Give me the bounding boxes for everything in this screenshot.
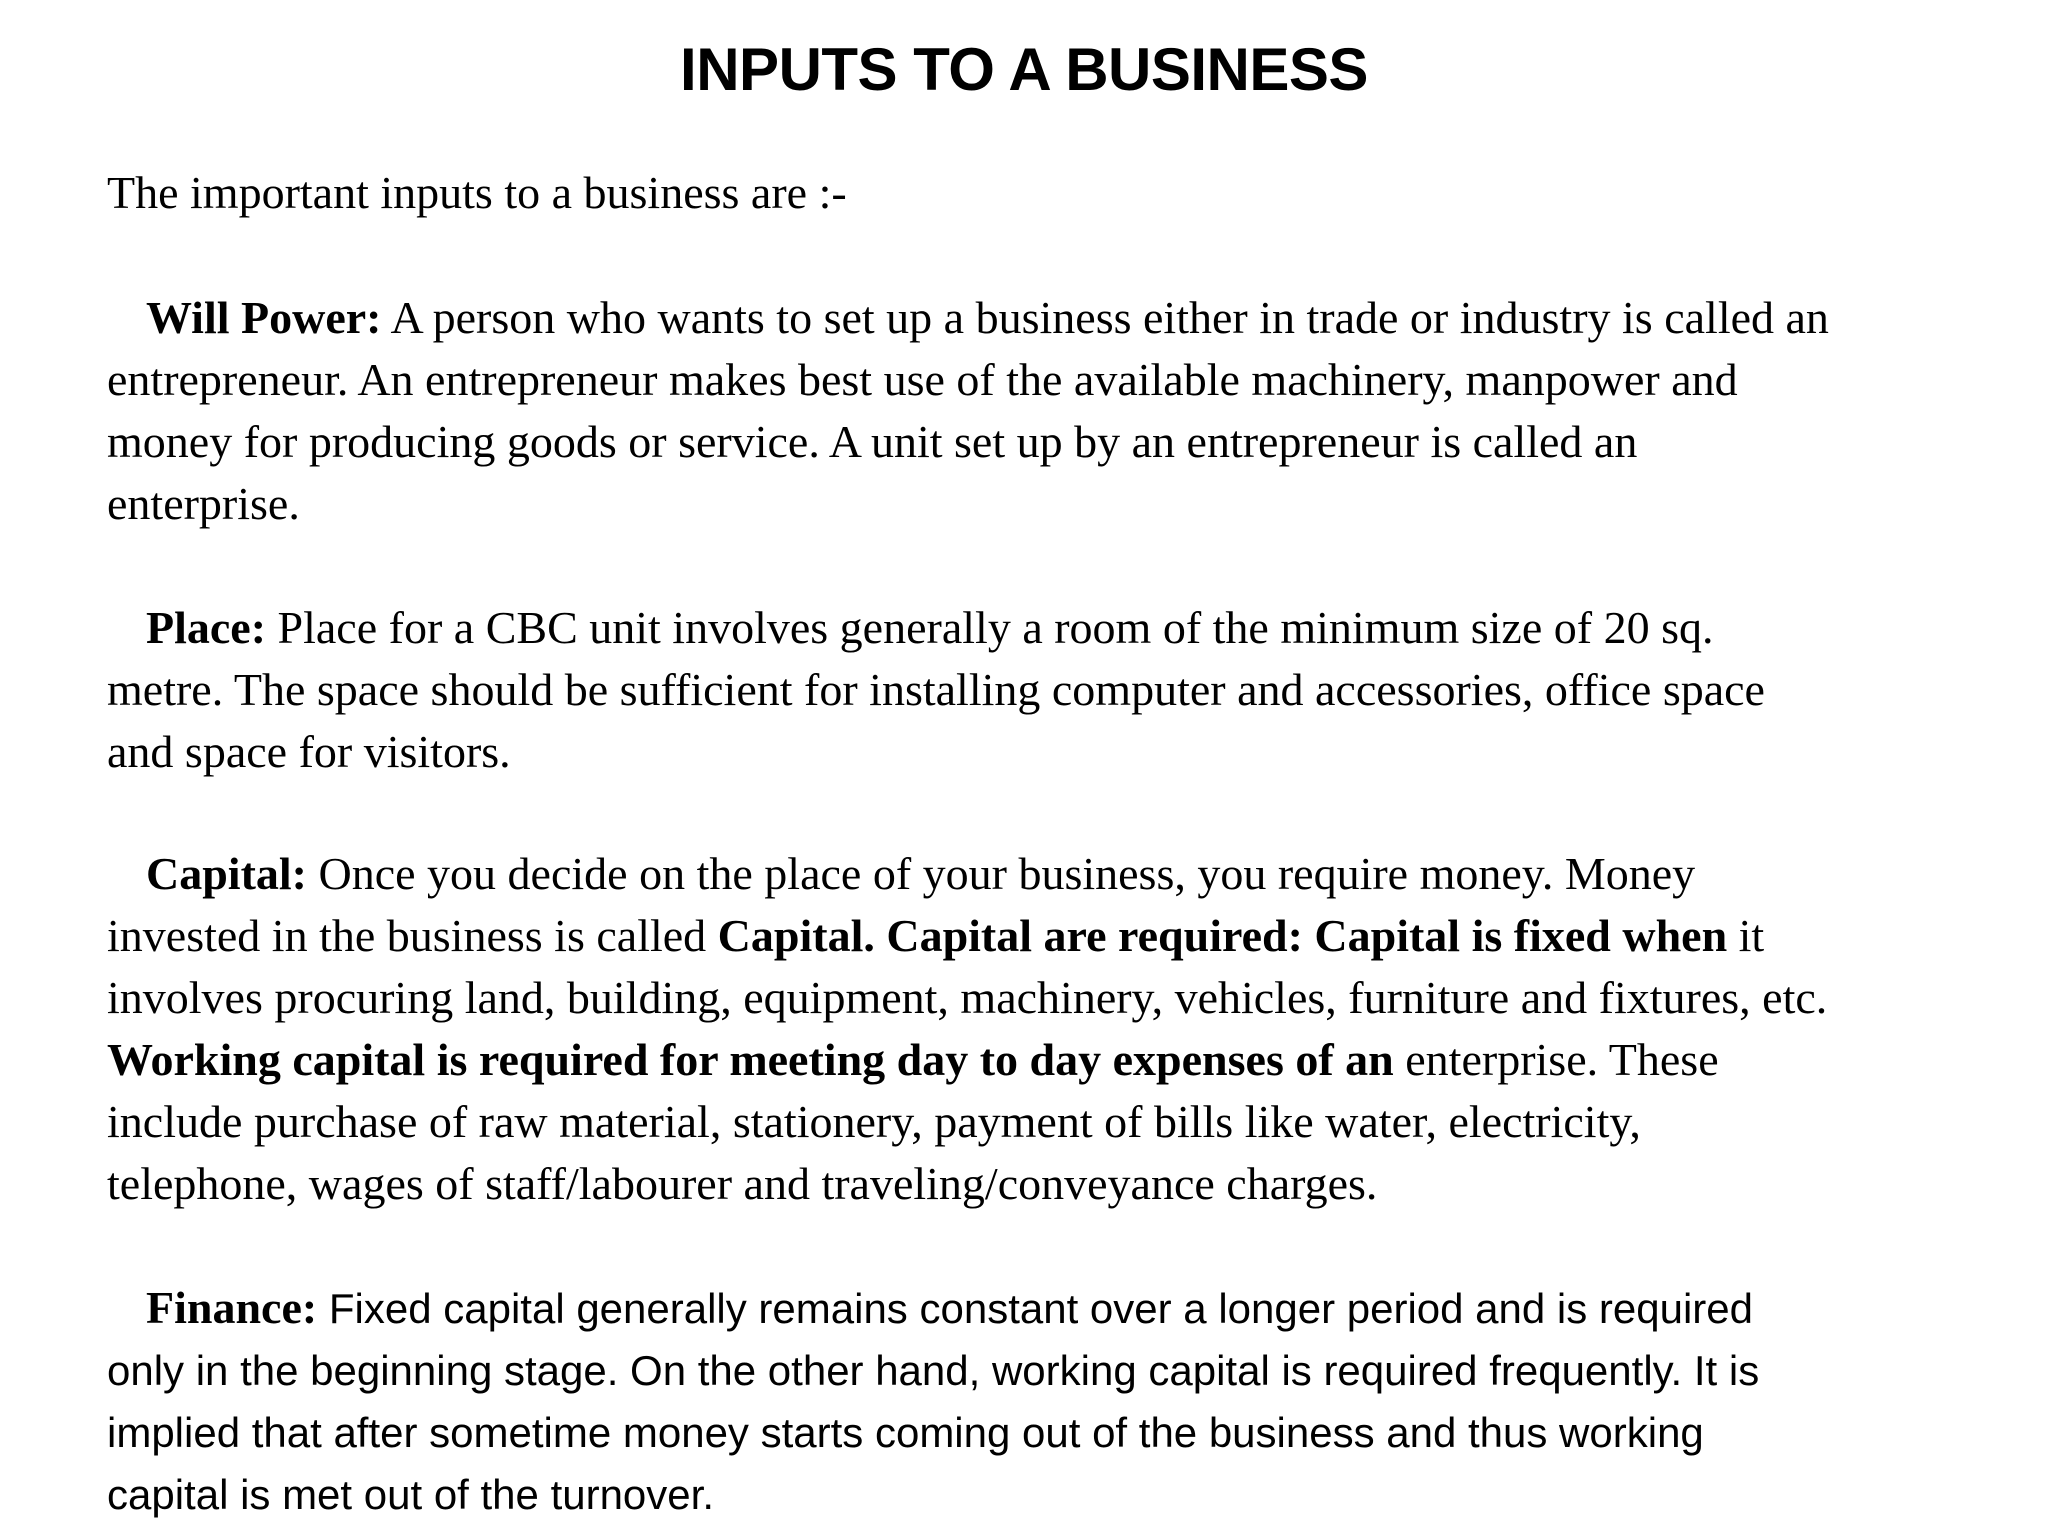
will-power-paragraph	[107, 287, 2037, 535]
finance-text: Fixed capital generally remains constant over a longer period and is required	[317, 1285, 1753, 1332]
will-power-heading: Will Power:	[146, 292, 382, 343]
capital-line-3: involves procuring land, building, equipment, machinery, vehicles, furniture and fixtures, etc.	[107, 972, 1828, 1023]
will-power-line-4: enterprise.	[107, 478, 300, 529]
place-paragraph	[107, 597, 2037, 783]
finance-line-1	[107, 1277, 2037, 1340]
place-text: Place for a CBC unit involves generally a room of the minimum size of 20 sq.	[266, 602, 1714, 653]
capital-text-1: Once you decide on the place of your business, you require money. Money	[307, 848, 1696, 899]
capital-text-2a: invested in the business is called	[107, 910, 718, 961]
finance-line-4: capital is met out of the turnover.	[107, 1471, 714, 1518]
will-power-text: A person who wants to set up a business either in trade or industry is called an	[381, 292, 1829, 343]
will-power-line-3: money for producing goods or service. A unit set up by an entrepreneur is called an	[107, 416, 1638, 467]
capital-line-4	[107, 1029, 2037, 1091]
capital-heading: Capital:	[146, 848, 307, 899]
capital-text-2b: it	[1727, 910, 1765, 961]
capital-line-1	[107, 843, 2037, 905]
place-line-1	[107, 597, 2037, 659]
place-line-2: metre. The space should be sufficient for installing computer and accessories, office space	[107, 664, 1765, 715]
capital-text-2-bold: Capital. Capital are required: Capital is fixed when	[717, 910, 1728, 961]
will-power-line-1	[107, 287, 2037, 349]
capital-line-2	[107, 905, 2037, 967]
place-line-3: and space for visitors.	[107, 726, 511, 777]
page-title: INPUTS TO A BUSINESS	[680, 36, 1368, 103]
will-power-line-2: entrepreneur. An entrepreneur makes best use of the available machinery, manpower and	[107, 354, 1738, 405]
capital-paragraph	[107, 843, 2037, 1215]
finance-line-2: only in the beginning stage. On the other hand, working capital is required frequently. It is	[107, 1347, 1760, 1394]
finance-line-3: implied that after sometime money starts coming out of the business and thus working	[107, 1409, 1704, 1456]
intro-text: The important inputs to a business are :-	[107, 167, 847, 218]
place-heading: Place:	[146, 602, 267, 653]
finance-heading: Finance:	[146, 1282, 318, 1333]
capital-text-4b: enterprise. These	[1393, 1034, 1719, 1085]
capital-line-5: include purchase of raw material, stationery, payment of bills like water, electricity,	[107, 1096, 1641, 1147]
finance-paragraph	[107, 1277, 2037, 1526]
capital-line-6: telephone, wages of staff/labourer and traveling/conveyance charges.	[107, 1158, 1378, 1209]
capital-text-4-bold: Working capital is required for meeting day to day expenses of an	[107, 1034, 1394, 1085]
